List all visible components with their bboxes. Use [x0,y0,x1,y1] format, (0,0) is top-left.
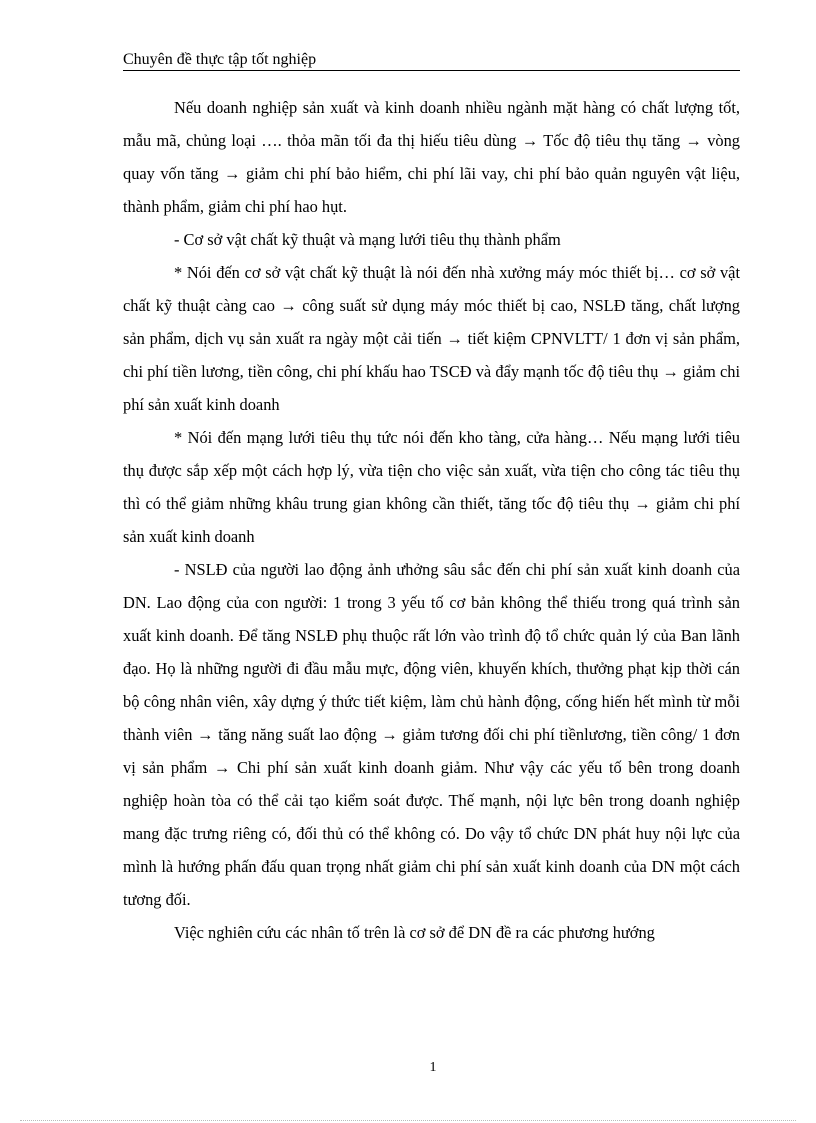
page-divider [20,1120,796,1121]
paragraph-product-quality: Nếu doanh nghiệp sản xuất và kinh doanh nhiều ngành mặt hàng có chất lượng tốt, mẫu mã, chủng loại …. thỏa mãn tối đa thị hiếu tiêu dùng → Tốc độ tiêu thụ tăng → vòng quay vốn tăng → giảm chi phí bảo hiểm, chi phí lãi vay, chi phí bảo quản nguyên vật liệu, thành phẩm, giảm chi phí hao hụt. [123,98,740,216]
document-body [123,91,740,949]
paragraph-labor-productivity: - NSLĐ của người lao động ảnh ưhởng sâu sắc đến chi phí sản xuất kinh doanh của DN. Lao động của con người: 1 trong 3 yếu tố cơ bản không thể thiếu trong quá trình sản xuất kinh doanh. Để tăng NSLĐ phụ thuộc rất lớn vào trình độ tổ chức quản lý của Ban lãnh đạo. Họ là những người đi đầu mẫu mực, động viên, khuyến khích, thưởng phạt kịp thời cán bộ công nhân viên, xây dựng ý thức tiết kiệm, làm chủ hành động, cống hiến hết mình từ mỗi thành viên → tăng năng suất lao động → giảm tương đối chi phí tiềnlương, tiền công/ 1 đơn vị sản phẩm → Chi phí sản xuất kinh doanh giảm. Như vậy các yếu tố bên trong doanh nghiệp hoàn tòa có thể cải tạo kiểm soát được. Thế mạnh, nội lực bên trong doanh nghiệp mang đặc trưng riêng có, đối thủ có thể không có. Do vậy tổ chức DN phát huy nội lực của mình là hướng phấn đấu quan trọng nhất giảm chi phí sản xuất kinh doanh của DN một cách tương đối. [123,560,740,909]
paragraph-technical-facilities: * Nói đến cơ sở vật chất kỹ thuật là nói đến nhà xưởng máy móc thiết bị… cơ sở vật chất kỹ thuật càng cao → công suất sử dụng máy móc thiết bị cao, NSLĐ tăng, chất lượng sản phẩm, dịch vụ sản xuất ra ngày một cải tiến → tiết kiệm CPNVLTT/ 1 đơn vị sản phẩm, chi phí tiền lương, tiền công, chi phí khấu hao TSCĐ và đẩy mạnh tốc độ tiêu thụ → giảm chi phí sản xuất kinh doanh [123,263,740,414]
page-header [123,50,740,71]
paragraph-infrastructure-heading: - Cơ sở vật chất kỹ thuật và mạng lưới tiêu thụ thành phẩm [174,230,561,249]
paragraph-distribution-network: * Nói đến mạng lưới tiêu thụ tức nói đến kho tàng, cửa hàng… Nếu mạng lưới tiêu thụ được sắp xếp một cách hợp lý, vừa tiện cho việc sản xuất, vừa tiện cho công tác tiêu thụ thì có thể giảm những khâu trung gian không cần thiết, tăng tốc độ tiêu thụ → giảm chi phí sản xuất kinh doanh [123,428,740,546]
page-number: 1 [429,1060,437,1075]
paragraph-research-factors: Việc nghiên cứu các nhân tố trên là cơ sở để DN đề ra các phương hướng [174,923,655,942]
header-title: Chuyên đề thực tập tốt nghiệp [123,51,317,68]
